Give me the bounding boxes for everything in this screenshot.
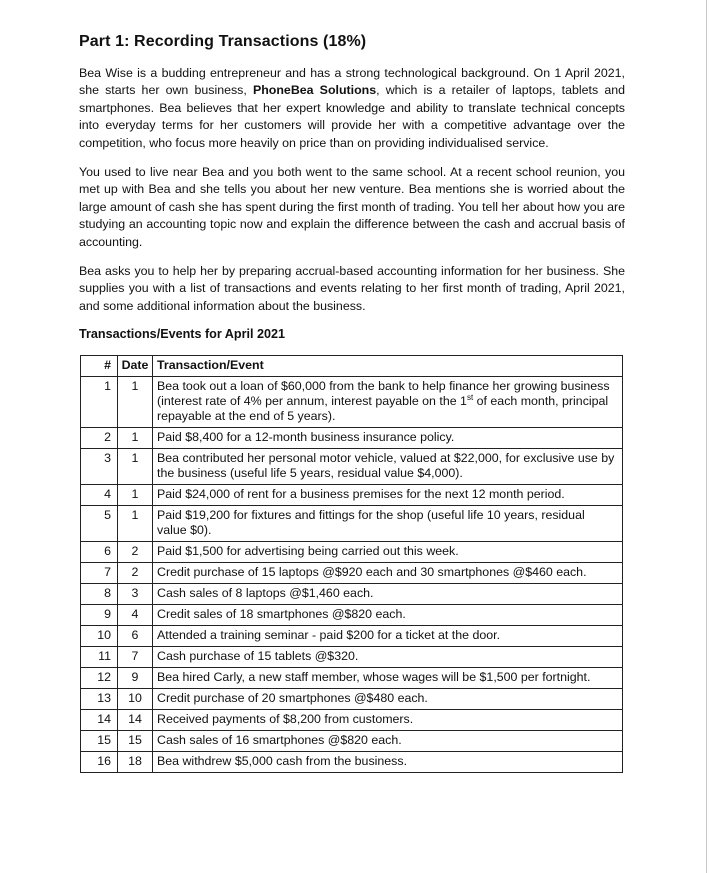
table-row — [81, 752, 623, 773]
row-date: 1 — [118, 377, 153, 428]
table-row — [81, 689, 623, 710]
table-row — [81, 449, 623, 485]
row-event: Credit sales of 18 smartphones @$820 each. — [153, 605, 623, 626]
table-row — [81, 485, 623, 506]
row-number: 15 — [81, 731, 118, 752]
header-event: Transaction/Event — [153, 356, 623, 377]
row-date: 3 — [118, 584, 153, 605]
row-event: Bea took out a loan of $60,000 from the bank to help finance her growing business (interest rate of 4% per annum, interest payable on the 1st of each month, principal repayable at the end of 5 years). — [153, 377, 623, 428]
table-row — [81, 647, 623, 668]
row-event: Cash purchase of 15 tablets @$320. — [153, 647, 623, 668]
row-number: 2 — [81, 428, 118, 449]
header-date: Date — [118, 356, 153, 377]
row-number: 11 — [81, 647, 118, 668]
intro-paragraph — [79, 65, 625, 152]
transactions-table — [80, 355, 623, 773]
table-row — [81, 506, 623, 542]
row-date: 4 — [118, 605, 153, 626]
row-event: Bea contributed her personal motor vehicle, valued at $22,000, for exclusive use by the business (useful life 5 years, residual value $4,000). — [153, 449, 623, 485]
row-number: 7 — [81, 563, 118, 584]
row-date: 1 — [118, 485, 153, 506]
row-number: 6 — [81, 542, 118, 563]
table-row — [81, 731, 623, 752]
row-number: 12 — [81, 668, 118, 689]
row-event: Attended a training seminar - paid $200 for a ticket at the door. — [153, 626, 623, 647]
business-name: PhoneBea Solutions — [252, 83, 377, 98]
table-row — [81, 710, 623, 731]
row-event: Paid $24,000 of rent for a business premises for the next 12 month period. — [153, 485, 623, 506]
row-event: Cash sales of 8 laptops @$1,460 each. — [153, 584, 623, 605]
request-paragraph: Bea asks you to help her by preparing accrual-based accounting information for her business. She supplies you with a list of transactions and events relating to her first month of trading, April 2021, and some additional information about the business. — [79, 264, 625, 313]
intro-text-start: Bea Wise is a budding entrepreneur and has a strong technological background. On 1 April 2021, she starts her own business, — [79, 66, 625, 98]
row-date: 9 — [118, 668, 153, 689]
row-date: 1 — [118, 428, 153, 449]
row-date: 18 — [118, 752, 153, 773]
table-row — [81, 377, 623, 428]
row-number: 4 — [81, 485, 118, 506]
row-date: 2 — [118, 563, 153, 584]
row-date: 1 — [118, 506, 153, 542]
intro-text-end: , which is a retailer of laptops, tablets and smartphones. Bea believes that her expert knowledge and ability to translate technical concepts into everyday terms for her customers will provide her with a competitive advantage over the competition, who focus more heavily on price than on providing individualised service. — [79, 83, 625, 150]
row-number: 3 — [81, 449, 118, 485]
row-date: 1 — [118, 449, 153, 485]
table-row — [81, 668, 623, 689]
row-event: Received payments of $8,200 from customers. — [153, 710, 623, 731]
row-event: Credit purchase of 15 laptops @$920 each and 30 smartphones @$460 each. — [153, 563, 623, 584]
table-row — [81, 626, 623, 647]
row-date: 15 — [118, 731, 153, 752]
header-number: # — [81, 356, 118, 377]
row-number: 10 — [81, 626, 118, 647]
table-header-row — [81, 356, 623, 377]
row-date: 6 — [118, 626, 153, 647]
row-number: 13 — [81, 689, 118, 710]
row-number: 8 — [81, 584, 118, 605]
row-event: Cash sales of 16 smartphones @$820 each. — [153, 731, 623, 752]
page-edge-divider — [706, 0, 707, 873]
row-event: Bea withdrew $5,000 cash from the business. — [153, 752, 623, 773]
table-row — [81, 428, 623, 449]
row-number: 14 — [81, 710, 118, 731]
row-event: Bea hired Carly, a new staff member, whose wages will be $1,500 per fortnight. — [153, 668, 623, 689]
table-row — [81, 584, 623, 605]
table-row — [81, 563, 623, 584]
row-date: 7 — [118, 647, 153, 668]
table-row — [81, 605, 623, 626]
row-number: 9 — [81, 605, 118, 626]
row-date: 10 — [118, 689, 153, 710]
row-event: Paid $19,200 for fixtures and fittings for the shop (useful life 10 years, residual value $0). — [153, 506, 623, 542]
row-event: Paid $8,400 for a 12-month business insurance policy. — [153, 428, 623, 449]
row-date: 2 — [118, 542, 153, 563]
row-date: 14 — [118, 710, 153, 731]
reunion-paragraph: You used to live near Bea and you both went to the same school. At a recent school reunion, you met up with Bea and she tells you about her new venture. Bea mentions she is worried about the large amount of cash she has spent during the first month of trading. You tell her about how you are studying an accounting topic now and explain the difference between the cash and accrual basis of accounting. — [79, 165, 625, 249]
table-heading: Transactions/Events for April 2021 — [79, 327, 286, 341]
table-body — [81, 377, 623, 773]
table-row — [81, 542, 623, 563]
row-number: 16 — [81, 752, 118, 773]
row-event: Credit purchase of 20 smartphones @$480 each. — [153, 689, 623, 710]
row-number: 1 — [81, 377, 118, 428]
row-event: Paid $1,500 for advertising being carried out this week. — [153, 542, 623, 563]
part-title: Part 1: Recording Transactions (18%) — [79, 33, 367, 50]
row-number: 5 — [81, 506, 118, 542]
